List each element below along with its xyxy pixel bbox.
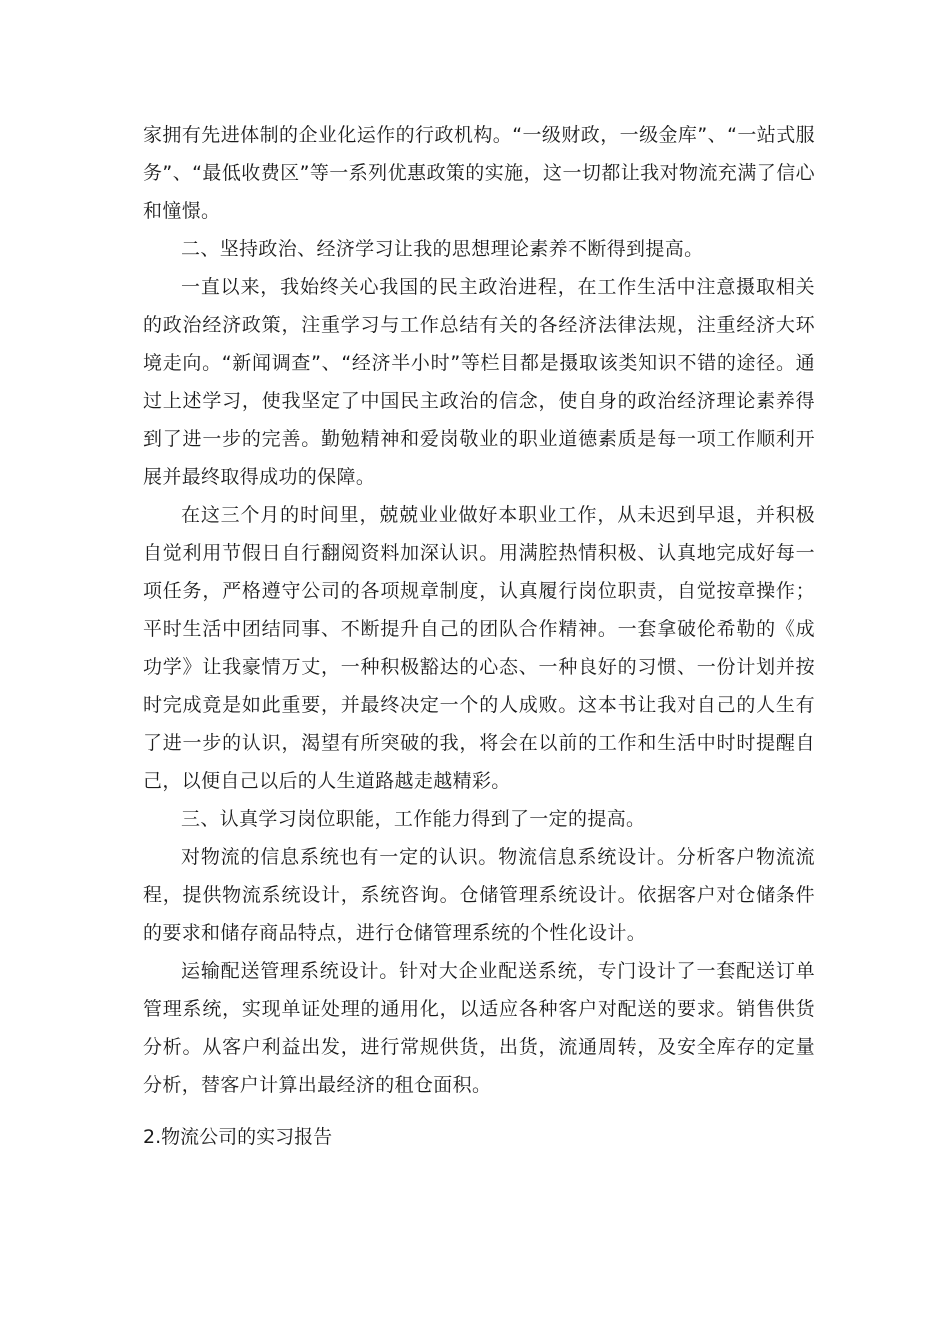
section-heading-two: 二、坚持政治、经济学习让我的思想理论素养不断得到提高。 xyxy=(181,238,704,260)
paragraph-politics-study: 一直以来，我始终关心我国的民主政治进程，在工作生活中注意摄取相关的政治经济政策，注重学习与工作总结有关的各经济法律法规，注重经济大环境走向。“新闻调查”、“经济半小时”等栏目都是摄取该类知识不错的途径。通过上述学习，使我坚定了中国民主政治的信念，使自身的政治经济理论素养得到了进一步的完善。勤勉精神和爱岗敬业的职业道德素质是每一项工作顺利开展并最终取得成功的保障。 xyxy=(143,276,815,488)
report-section-title: 2.物流公司的实习报告 xyxy=(143,1126,333,1148)
section-heading-three: 三、认真学习岗位职能，工作能力得到了一定的提高。 xyxy=(181,808,646,830)
paragraph-three-months: 在这三个月的时间里，兢兢业业做好本职业工作，从未迟到早退，并积极自觉利用节假日自行翻阅资料加深认识。用满腔热情积极、认真地完成好每一项任务，严格遵守公司的各项规章制度，认真履行岗位职责，自觉按章操作；平时生活中团结同事、不断提升自己的团队合作精神。一套拿破伦希勒的《成功学》让我豪情万丈，一种积极豁达的心态、一种良好的习惯、一份计划并按时完成竟是如此重要，并最终决定一个的人成败。这本书让我对自己的人生有了进一步的认识，渴望有所突破的我，将会在以前的工作和生活中时时提醒自己，以便自己以后的人生道路越走越精彩。 xyxy=(143,504,815,792)
paragraph-info-system: 对物流的信息系统也有一定的认识。物流信息系统设计。分析客户物流流程，提供物流系统设计，系统咨询。仓储管理系统设计。依据客户对仓储条件的要求和储存商品特点，进行仓储管理系统的个性化设计。 xyxy=(143,846,815,944)
paragraph-distribution-system: 运输配送管理系统设计。针对大企业配送系统，专门设计了一套配送订单管理系统，实现单证处理的通用化，以适应各种客户对配送的要求。销售供货分析。从客户利益出发，进行常规供货，出货，流通周转，及安全库存的定量分析，替客户计算出最经济的租仓面积。 xyxy=(143,960,815,1096)
document-body xyxy=(143,116,815,1104)
paragraph-continuation: 家拥有先进体制的企业化运作的行政机构。“一级财政，一级金库”、“一站式服务”、“最低收费区”等一系列优惠政策的实施，这一切都让我对物流充满了信心和憧憬。 xyxy=(143,124,815,222)
